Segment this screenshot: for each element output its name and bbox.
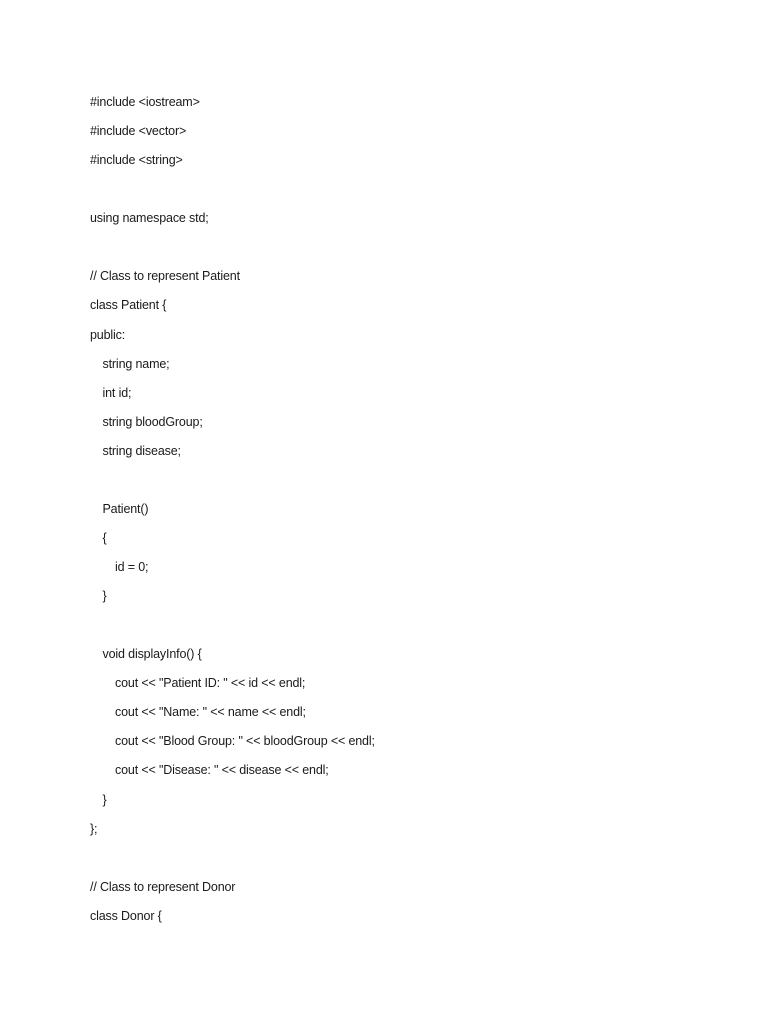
code-line-id-assign: id = 0; — [115, 560, 149, 574]
code-line-class-patient: class Patient { — [90, 298, 167, 313]
code-line-include-string: #include <string> — [90, 153, 183, 168]
code-line-using-namespace: using namespace std; — [90, 211, 209, 226]
code-line-comment-patient: // Class to represent Patient — [90, 269, 240, 284]
code-line-member-bloodgroup: string bloodGroup; — [102, 414, 203, 429]
code-line-include-vector: #include <vector> — [90, 124, 187, 139]
code-line-public: public: — [90, 327, 126, 342]
code-line-member-name: string name; — [102, 356, 170, 371]
code-line-class-close: }; — [90, 821, 98, 836]
code-line-constructor-close-brace: } — [102, 589, 107, 604]
code-line-cout-disease: cout << "Disease: " << disease << endl; — [115, 763, 329, 778]
code-line-method-close-brace: } — [102, 792, 107, 807]
code-line-blank — [90, 470, 730, 499]
code-line-blank — [90, 237, 730, 266]
code-line-cout-patient-id: cout << "Patient ID: " << id << endl; — [115, 676, 306, 691]
code-line-blank — [90, 615, 730, 644]
code-line-class-donor: class Donor { — [90, 908, 162, 923]
code-line-display-info: void displayInfo() { — [102, 647, 202, 662]
code-line-blank — [90, 848, 730, 877]
code-line-cout-blood-group: cout << "Blood Group: " << bloodGroup << endl; — [115, 734, 375, 749]
code-line-constructor: Patient() — [102, 501, 149, 516]
code-line-blank — [90, 179, 730, 208]
code-line-comment-donor: // Class to represent Donor — [90, 879, 236, 894]
code-body — [90, 92, 730, 935]
code-line-constructor-open-brace: { — [102, 530, 107, 545]
code-line-cout-name: cout << "Name: " << name << endl; — [115, 705, 306, 720]
code-line-member-disease: string disease; — [102, 443, 181, 458]
code-line-member-id: int id; — [102, 385, 132, 400]
code-line-include-iostream: #include <iostream> — [90, 95, 200, 109]
